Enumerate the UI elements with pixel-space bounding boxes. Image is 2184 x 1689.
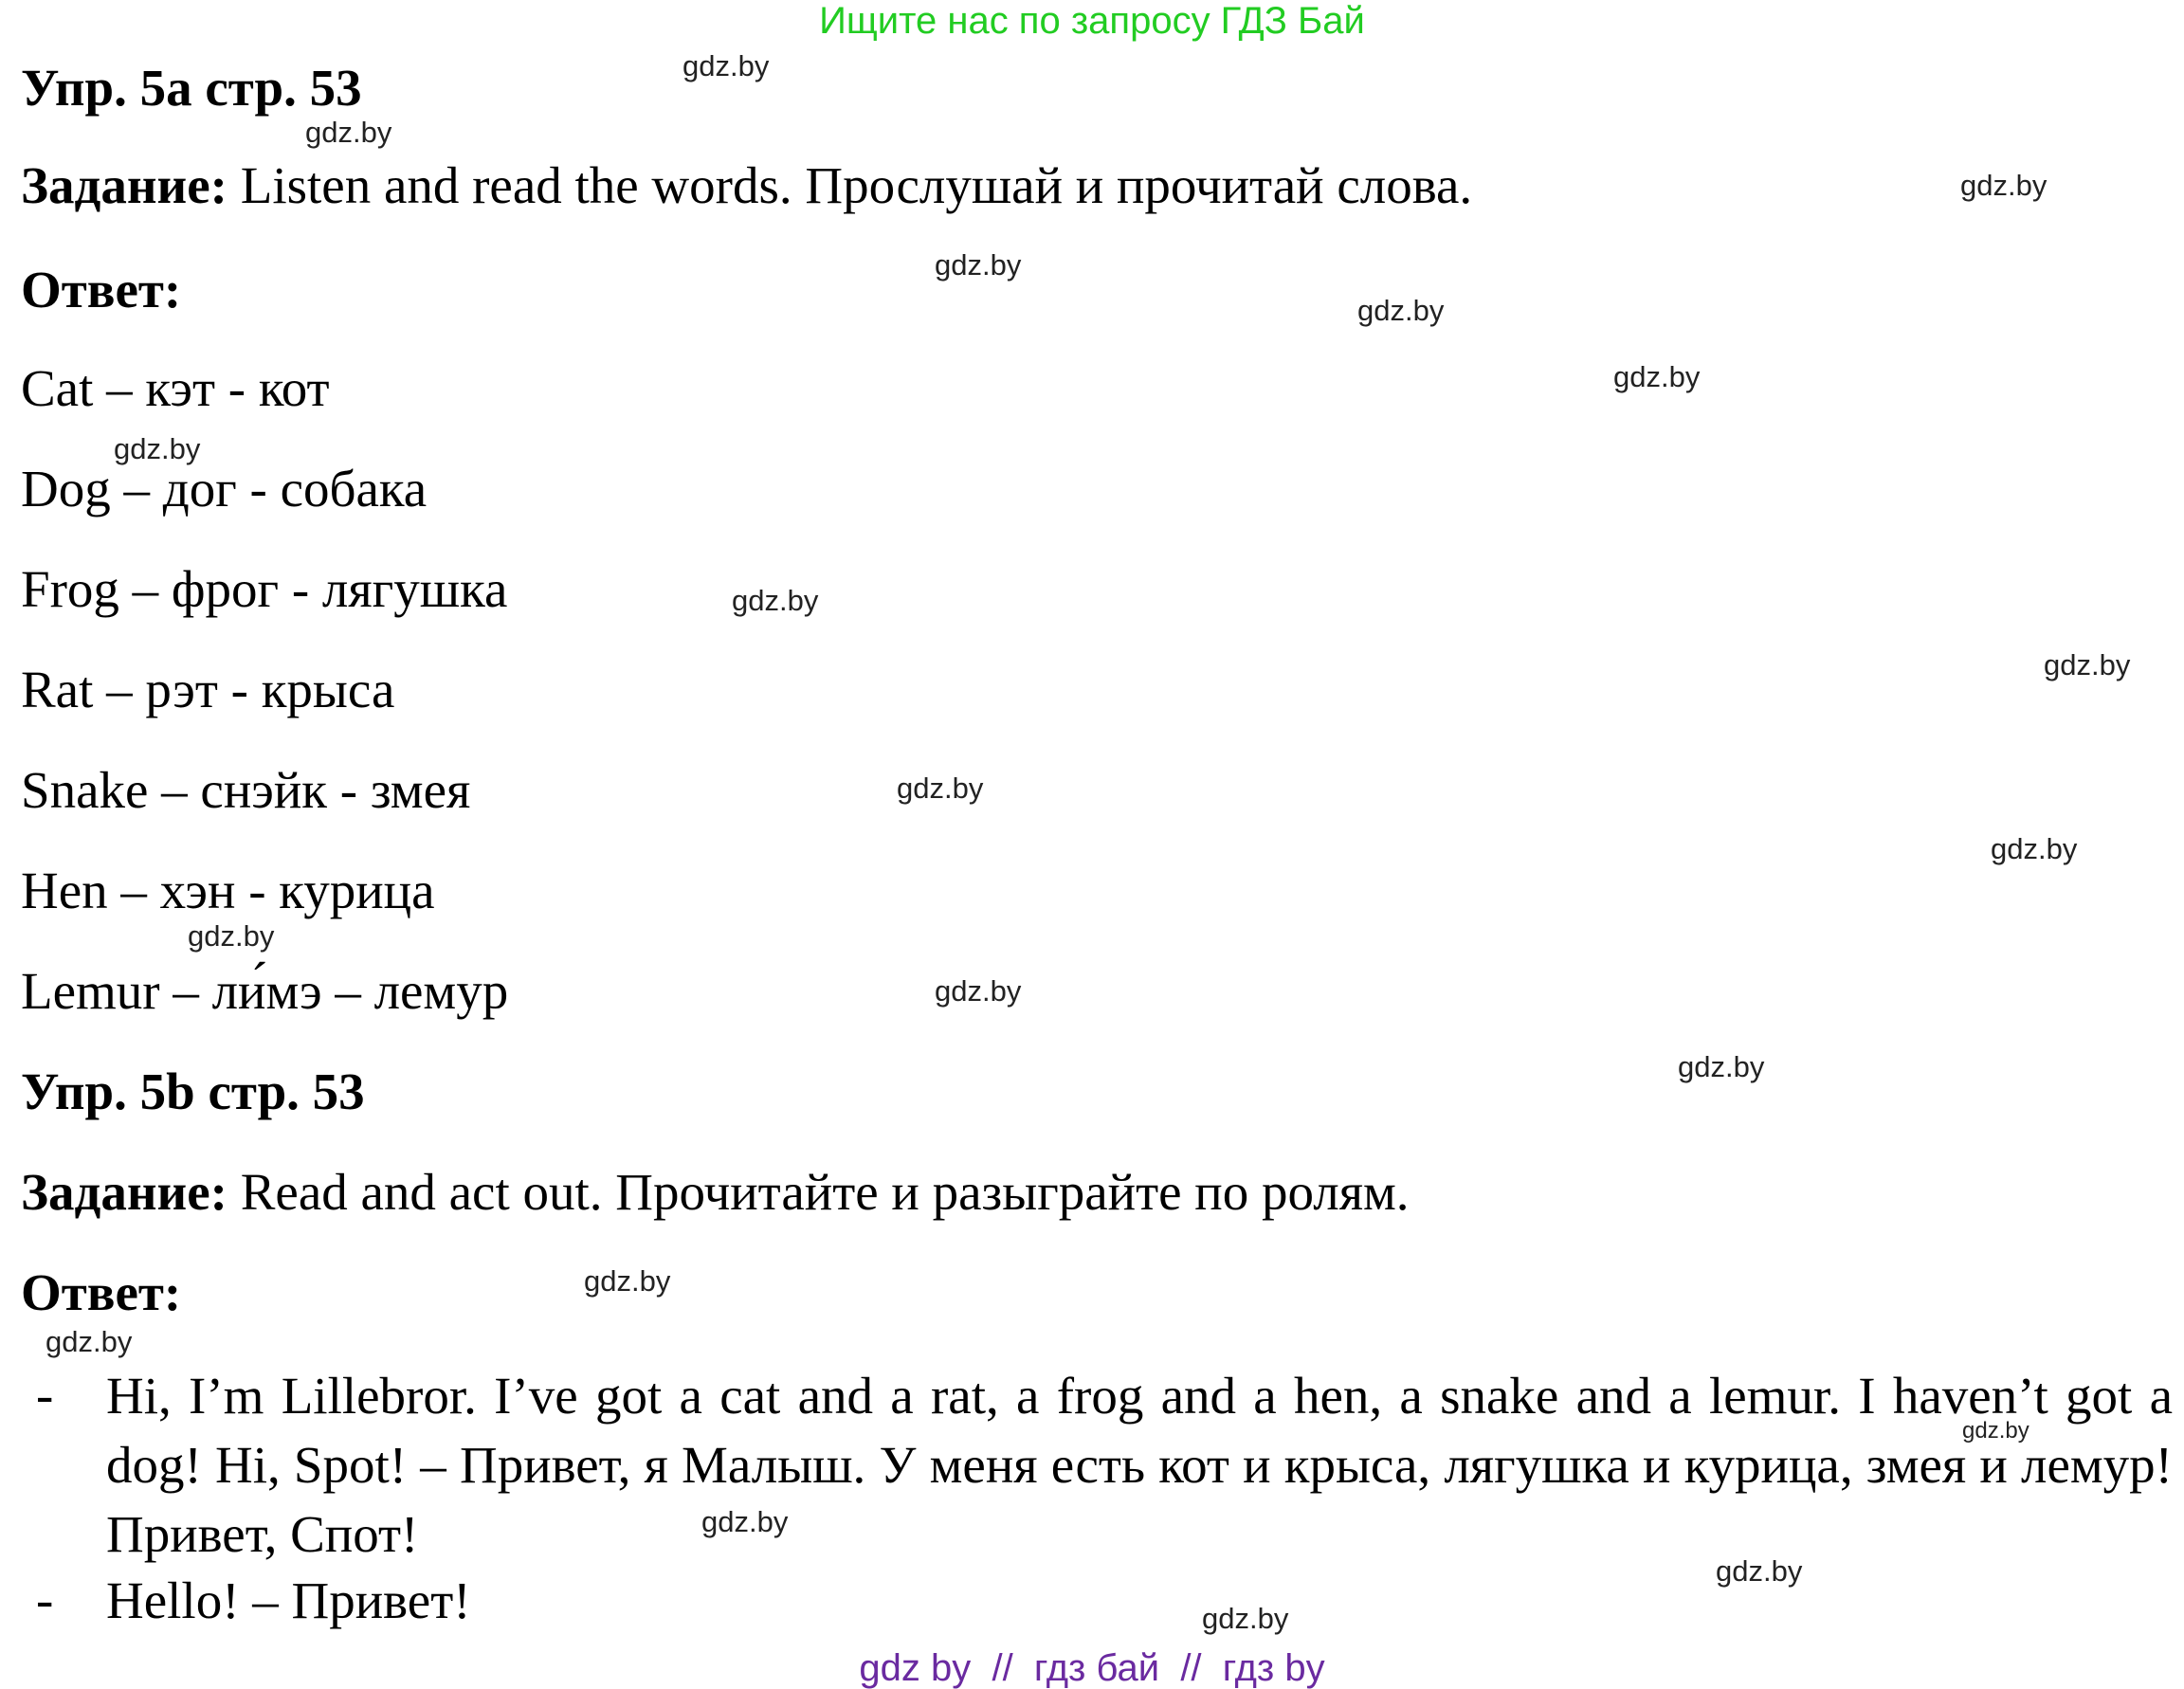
watermark: gdz.by	[305, 116, 392, 149]
dialogue-marker: -	[36, 1571, 54, 1628]
watermark: gdz.by	[897, 772, 984, 805]
footer-text: gdz by // гдз бай // гдз by	[859, 1647, 1325, 1689]
watermark: gdz.by	[1357, 294, 1445, 327]
watermark: gdz.by	[114, 432, 201, 465]
word-entry: Lemur – ли́мэ – лемур	[21, 962, 509, 1020]
exercise-b-answer-label: Ответ:	[21, 1263, 182, 1321]
watermark: gdz.by	[46, 1325, 133, 1358]
watermark: gdz.by	[2044, 648, 2131, 681]
watermark: gdz.by	[732, 584, 819, 617]
word-entry: Dog – дог - собака	[21, 460, 428, 518]
word-entry: Rat – рэт - крыса	[21, 661, 395, 718]
watermark: gdz.by	[935, 248, 1022, 282]
watermark: gdz.by	[584, 1264, 671, 1298]
word-entry: Hen – хэн - курица	[21, 862, 435, 919]
watermark: gdz.by	[682, 49, 770, 82]
watermark: gdz.by	[1613, 360, 1701, 393]
dialogue-line: Hello! – Привет!	[106, 1571, 471, 1629]
watermark: gdz.by	[1202, 1602, 1289, 1635]
watermark: gdz.by	[1991, 832, 2078, 865]
exercise-a-answer-label: Ответ:	[21, 261, 182, 318]
watermark: gdz.by	[1716, 1554, 1803, 1588]
watermark: gdz.by	[1960, 169, 2048, 202]
exercise-a-task	[21, 155, 1472, 216]
word-entry: Frog – фрог - лягушка	[21, 560, 508, 618]
exercise-a-task-label: Задание:	[21, 156, 228, 214]
watermark: gdz.by	[188, 919, 275, 953]
watermark: gdz.by	[701, 1505, 789, 1538]
dialogue-line: Hi, I’m Lillebror. I’ve got a cat and a rat, a frog and a hen, a snake and a lemur. I haven’t got a dog! Hi, Spot! – Привет, я Малыш. У меня есть кот и крыса, лягушка и курица, змея и лемур! Привет, Спот!	[106, 1367, 2173, 1563]
word-entry: Snake – снэйк - змея	[21, 761, 471, 819]
watermark: gdz.by	[1678, 1050, 1765, 1083]
exercise-b-task-text: Read and act out. Прочитайте и разыграйте по ролям.	[240, 1163, 1410, 1221]
dialogue-marker: -	[36, 1366, 54, 1424]
word-entry: Cat – кэт - кот	[21, 359, 330, 417]
exercise-a-heading: Упр. 5a стр. 53	[21, 59, 362, 117]
exercise-b-task	[21, 1162, 1410, 1223]
exercise-b-task-label: Задание:	[21, 1163, 228, 1221]
exercise-b-heading: Упр. 5b стр. 53	[21, 1062, 365, 1120]
exercise-a-task-text: Listen and read the words. Прослушай и прочитай слова.	[240, 156, 1473, 214]
watermark: gdz.by	[935, 974, 1022, 1008]
watermark: gdz.by	[1962, 1418, 2029, 1444]
banner-text: Ищите нас по запросу ГДЗ Бай	[819, 0, 1365, 42]
